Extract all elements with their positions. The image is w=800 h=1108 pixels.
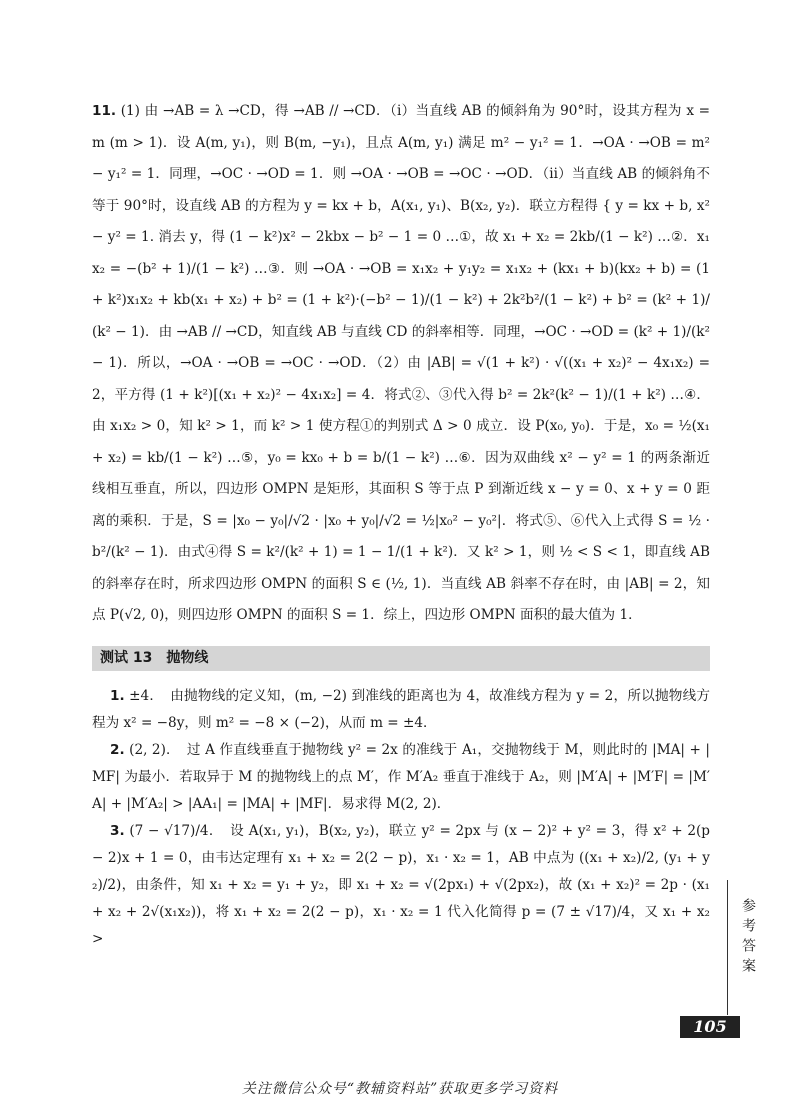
answer-2: [92, 737, 710, 818]
section-subtitle: 抛物线: [166, 649, 209, 666]
answer-3-number: 3.: [110, 822, 125, 839]
answer-3-text: (7 − √17)/4． 设 A(x₁, y₁)，B(x₂, y₂)，联立 y² = 2px 与 (x − 2)² + y² = 3，得 x² + 2(p − 2)x + 1 = 0，由韦达定理有 x₁ + x₂ = 2(2 − p)，x₁ · x₂ = 1，AB 中点为 ((x₁ + x₂)/2, (y₁ + y₂)/2)，由条件，知 x₁ + x₂ = y₁ + y₂，即 x₁ + x₂ = √(2px₁) + √(2px₂)，故 (x₁ + x₂)² = 2p · (x₁ + x₂ + 2√(x₁x₂))，将 x₁ + x₂ = 2(2 − p)，x₁ · x₂ = 1 代入化简得 p = (7 ± √17)/4，又 x₁ + x₂ >: [92, 822, 710, 947]
answer-1-text: ±4． 由抛物线的定义知，(m, −2) 到准线的距离也为 4，故准线方程为 y = 2，所以抛物线方程为 x² = −8y，则 m² = −8 × (−2)，从而 m = ±4．: [92, 687, 710, 731]
sidebar-label: 参考答案: [740, 898, 756, 978]
section-header: [92, 646, 710, 671]
answer-2-text: (2, 2)． 过 A 作直线垂直于抛物线 y² = 2x 的准线于 A₁，交抛物线于 M，则此时的 |MA| + |MF| 为最小．若取异于 M 的抛物线上的点 M′，作 M′A₂ 垂直于准线于 A₂，则 |M′A| + |M′F| = |M′A| + |M′A₂| > |AA₁| = |MA| + |MF|．易求得 M(2, 2)．: [92, 741, 710, 812]
answer-1-number: 1.: [110, 687, 125, 704]
answer-11: [92, 96, 710, 632]
answer-1: [92, 683, 710, 737]
page-content: [92, 96, 710, 953]
answer-3: [92, 818, 710, 953]
answer-key-sidebar: [727, 880, 762, 1015]
answer-11-text: (1) 由 →AB = λ →CD，得 →AB // →CD．（i）当直线 AB 的倾斜角为 90°时，设其方程为 x = m (m > 1)．设 A(m, y₁)，则 B(m, −y₁)，且点 A(m, y₁) 满足 m² − y₁² = 1．→OA · →OB = m² − y₁² = 1．同理，→OC · →OD = 1．则 →OA · →OB = →OC · →OD．（ii）当直线 AB 的倾斜角不等于 90°时，设直线 AB 的方程为 y = kx + b，A(x₁, y₁)、B(x₂, y₂)．联立方程得 { y = kx + b, x² − y² = 1. 消去 y，得 (1 − k²)x² − 2kbx − b² − 1 = 0 …①，故 x₁ + x₂ = 2kb/(1 − k²) …②．x₁x₂ = −(b² + 1)/(1 − k²) …③．则 →OA · →OB = x₁x₂ + y₁y₂ = x₁x₂ + (kx₁ + b)(kx₂ + b) = (1 + k²)x₁x₂ + kb(x₁ + x₂) + b² = (1 + k²)·(−b² − 1)/(1 − k²) + 2k²b²/(1 − k²) + b² = (k² + 1)/(k² − 1)．由 →AB // →CD，知直线 AB 与直线 CD 的斜率相等．同理，→OC · →OD = (k² + 1)/(k² − 1)．所以，→OA · →OB = →OC · →OD．（2）由 |AB| = √(1 + k²) · √((x₁ + x₂)² − 4x₁x₂) = 2，平方得 (1 + k²)[(x₁ + x₂)² − 4x₁x₂] = 4．将式②、③代入得 b² = 2k²(k² − 1)/(1 + k²) …④．由 x₁x₂ > 0，知 k² > 1，而 k² > 1 使方程①的判别式 Δ > 0 成立．设 P(x₀, y₀)．于是，x₀ = ½(x₁ + x₂) = kb/(1 − k²) …⑤，y₀ = kx₀ + b = b/(1 − k²) …⑥．因为双曲线 x² − y² = 1 的两条渐近线相互垂直，所以，四边形 OMPN 是矩形，其面积 S 等于点 P 到渐近线 x − y = 0、x + y = 0 距离的乘积．于是，S = |x₀ − y₀|/√2 · |x₀ + y₀|/√2 = ½|x₀² − y₀²|．将式⑤、⑥代入上式得 S = ½ · b²/(k² − 1)．由式④得 S = k²/(k² + 1) = 1 − 1/(1 + k²)．又 k² > 1，则 ½ < S < 1，即直线 AB 的斜率存在时，所求四边形 OMPN 的面积 S ∈ (½, 1)．当直线 AB 斜率不存在时，由 |AB| = 2，知点 P(√2, 0)，则四边形 OMPN 的面积 S = 1．综上，四边形 OMPN 面积的最大值为 1．: [92, 103, 710, 623]
answer-2-number: 2.: [110, 741, 125, 758]
page-number: 105: [680, 1016, 740, 1038]
answer-11-number: 11.: [92, 103, 117, 119]
section-title: 测试 13: [100, 649, 153, 666]
footer-note: 关注微信公众号“教辅资料站”获取更多学习资料: [241, 1081, 559, 1097]
